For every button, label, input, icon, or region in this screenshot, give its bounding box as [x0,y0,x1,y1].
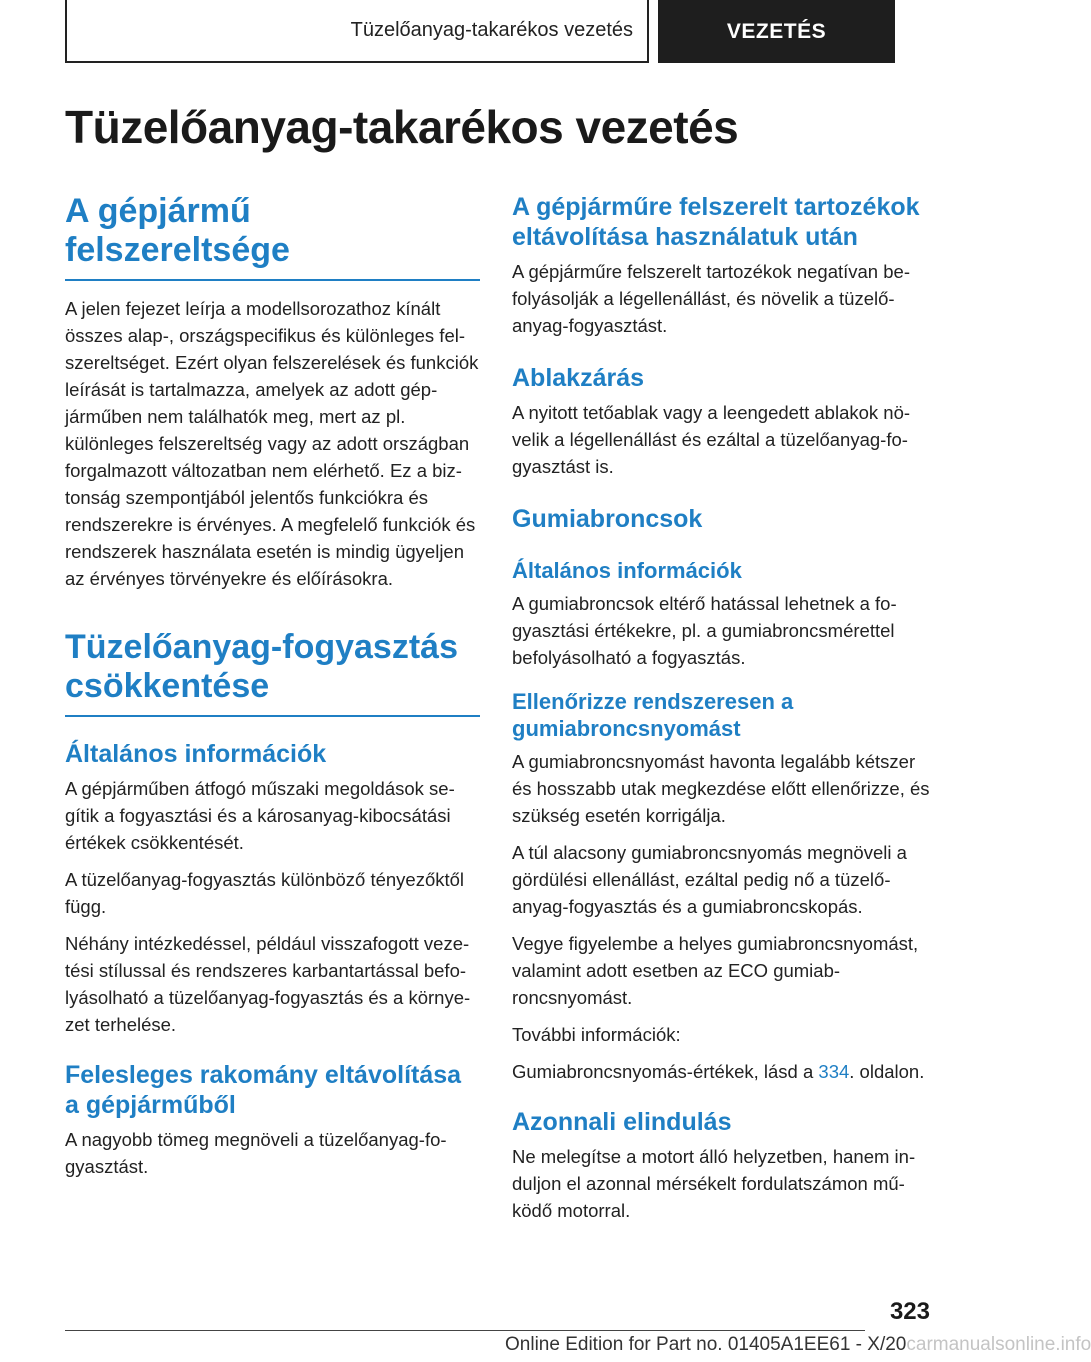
subheading-check-pressure: Ellenőrizze rendszeresen a gumiabroncsnyomást [512,689,794,741]
chapter-tab [658,0,895,63]
subheading-tires-general: Általános információk [512,558,742,583]
heading-tires: Gumiabroncsok [512,505,703,533]
paragraph-driving-style: Néhány intézkedéssel, például visszafogott vezetési stílussal és rendszeres karbantartással befolyásolható a tüzelőanyag-fogyasztás és a környezet terhelése. [65,932,471,1035]
paragraph-windows: A nyitott tetőablak vagy a leengedett ablakok növelik a légellenállást és ezáltal a tüzelőanyag-fogyasztást is. [512,402,911,477]
left-column [65,192,480,1180]
heading-immediate-start: Azonnali elindulás [512,1108,732,1137]
watermark-text: carmanualsonline.info [906,1334,1091,1355]
heading-remove-accessories: A gépjárműre felszerelt tartozékok eltávolítása használatuk után [512,193,920,251]
paragraph-pressure-reference [512,1058,932,1085]
paragraph-weight: A nagyobb tömeg megnöveli a tüzelőanyag-fogyasztást. [65,1128,447,1177]
right-column [512,192,932,1224]
subheading-general-info: Általános információk [65,739,327,768]
page-reference-link[interactable]: 334 [818,1061,850,1083]
paragraph-equipment-intro: A jelen fejezet leírja a modellsorozathoz kínált összes alap-, országspecifikus és különleges felszereltséget. Ezért olyan felszerelések és funkciók leírását is tartalmazza, amelyek az adott gépjárműben nem találhatók meg, mert az pl. különleges felszereltség vagy az adott országban forgalmazott változatban nem elérhető. Ez a biztonság szempontjából jelentős funkciókra és rendszerekre is érvényes. A megfelelő funkciók és rendszerek használata esetén is mindig ügyeljen az érvényes törvényekre és előírásokra. [65,297,479,589]
paragraph-accessories: A gépjárműre felszerelt tartozékok negatívan befolyásolják a légellenállást, és növelik a tüzelőanyag-fogyasztást. [512,261,910,336]
reference-text-before: Gumiabroncsnyomás-értékek, lásd a [512,1061,819,1083]
paragraph-consumption-factors: A tüzelőanyag-fogyasztás különböző tényezőktől függ. [65,868,465,917]
running-header-title: Tüzelőanyag-takarékos vezetés [350,19,633,41]
page-title: Tüzelőanyag-takarékos vezetés [65,101,739,153]
heading-fuel-consumption-reduction: Tüzelőanyag-fogyasztás csökkentése [65,628,480,717]
footer-edition [505,1334,1091,1356]
paragraph-more-info: További információk: [512,1024,681,1046]
paragraph-tire-size: A gumiabroncsok eltérő hatással lehetnek a fogyasztási értékekre, pl. a gumiabroncsmérettel befolyásolható a fogyasztás. [512,593,897,669]
heading-vehicle-equipment: A gépjármű felszereltsége [65,192,480,281]
paragraph-low-pressure: A túl alacsony gumiabroncsnyomás megnöveli a gördülési ellenállást, ezáltal pedig nő a tüzelőanyag-fogyasztás és a gumiabroncskopás. [512,842,907,918]
running-header [65,0,649,63]
edition-text: Online Edition for Part no. 01405A1EE61 - X/20 [505,1334,907,1355]
reference-text-after: . oldalon. [849,1061,925,1083]
paragraph-immediate-start: Ne melegítse a motort álló helyzetben, hanem induljon el azonnal mérsékelt fordulatszámon működő motorral. [512,1146,916,1222]
footer-divider [65,1330,865,1331]
paragraph-technical-solutions: A gépjárműben átfogó műszaki megoldások segítik a fogyasztási és a károsanyag-kibocsátási értékek csökkentését. [65,777,455,853]
paragraph-check-monthly: A gumiabroncsnyomást havonta legalább kétszer és hosszabb utak megkezdése előtt ellenőrizze, és szükség esetén korrigálja. [512,751,930,827]
page-number: 323 [889,1298,930,1325]
paragraph-eco-pressure: Vegye figyelembe a helyes gumiabroncsnyomást, valamint adott esetben az ECO gumiabroncsnyomást. [512,933,919,1009]
chapter-tab-label: VEZETÉS [726,19,827,43]
heading-window-closing: Ablakzárás [512,364,645,392]
heading-remove-cargo: Felesleges rakomány eltávolítása a gépjárműből [65,1060,462,1119]
